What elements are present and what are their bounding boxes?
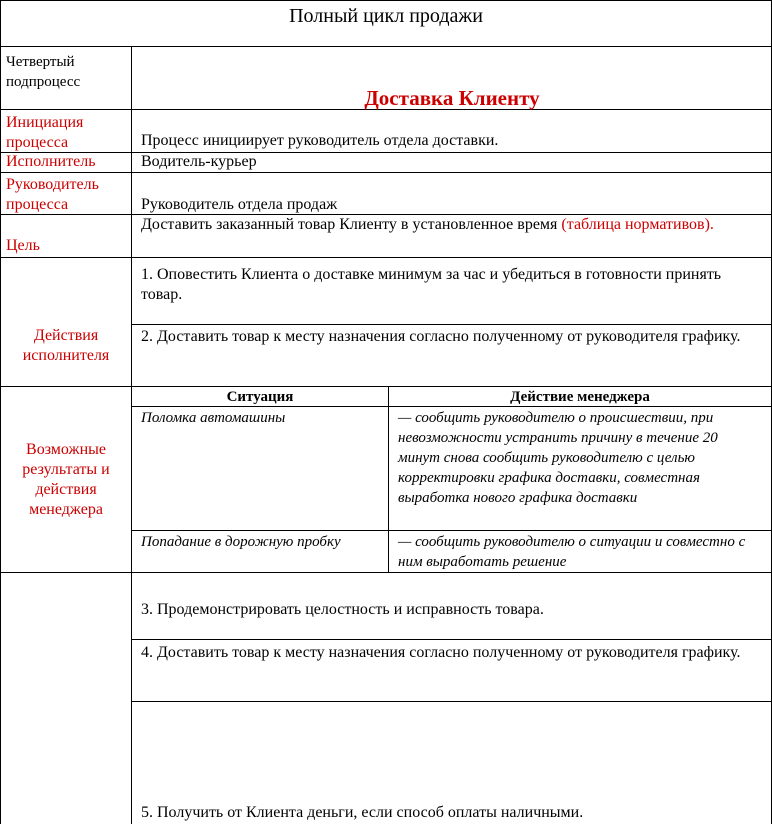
executor-value: Водитель-курьер	[141, 153, 257, 170]
initiation-label: Инициация процесса	[6, 114, 84, 151]
rule	[131, 701, 772, 702]
outcome-action-1: — сообщить руководителю о происшествии, при невозможности устранить причину в течение 20 минут снова сообщить руководителю с целью корректировки графика доставки, совместная выработка нового графика доставки	[398, 410, 718, 506]
outcomes-column-divider	[388, 386, 389, 572]
outcomes-header-action: Действие менеджера	[510, 389, 650, 405]
rule	[0, 172, 772, 173]
goal-value	[141, 215, 741, 235]
goal-label: Цель	[6, 237, 40, 254]
action-step-5: 5. Получить от Клиента деньги, если способ оплаты наличными.	[141, 804, 584, 821]
goal-text: Доставить заказанный товар Клиенту в установленное время	[141, 216, 558, 233]
action-step-1: 1. Оповестить Клиента о доставке минимум за час и убедиться в готовности принять товар.	[141, 266, 722, 303]
rule	[0, 46, 772, 47]
process-owner-label: Руководитель процесса	[6, 176, 99, 213]
rule	[131, 530, 772, 531]
subprocess-label: Четвертый подпроцесс	[6, 54, 81, 90]
table-border-left	[0, 0, 1, 824]
executor-label: Исполнитель	[6, 153, 96, 170]
rule	[0, 572, 772, 573]
subprocess-name: Доставка Клиенту	[364, 86, 540, 110]
initiation-value: Процесс инициирует руководитель отдела доставки.	[141, 132, 499, 149]
table-border-top	[0, 0, 772, 1]
goal-note: (таблица нормативов).	[561, 216, 714, 233]
actions-label: Действия исполнителя	[22, 327, 110, 364]
column-divider	[131, 46, 132, 824]
rule	[131, 639, 772, 640]
outcomes-label: Возможные результаты и действия менеджера	[22, 441, 110, 518]
action-step-3: 3. Продемонстрировать целостность и исправность товара.	[141, 601, 544, 618]
rule	[0, 257, 772, 258]
outcome-action-2: — сообщить руководителю о ситуации и совместно с ним выработать решение	[398, 534, 746, 570]
outcome-situation-1: Поломка автомашины	[141, 410, 286, 426]
rule	[131, 324, 772, 325]
outcome-situation-2: Попадание в дорожную пробку	[141, 534, 341, 550]
outcomes-header-situation: Ситуация	[226, 389, 294, 405]
action-step-2: 2. Доставить товар к месту назначения согласно полученному от руководителя графику.	[141, 328, 741, 345]
process-owner-value: Руководитель отдела продаж	[141, 196, 338, 213]
page-title: Полный цикл продажи	[289, 5, 483, 27]
action-step-4: 4. Доставить товар к месту назначения согласно полученному от руководителя графику.	[141, 644, 741, 661]
